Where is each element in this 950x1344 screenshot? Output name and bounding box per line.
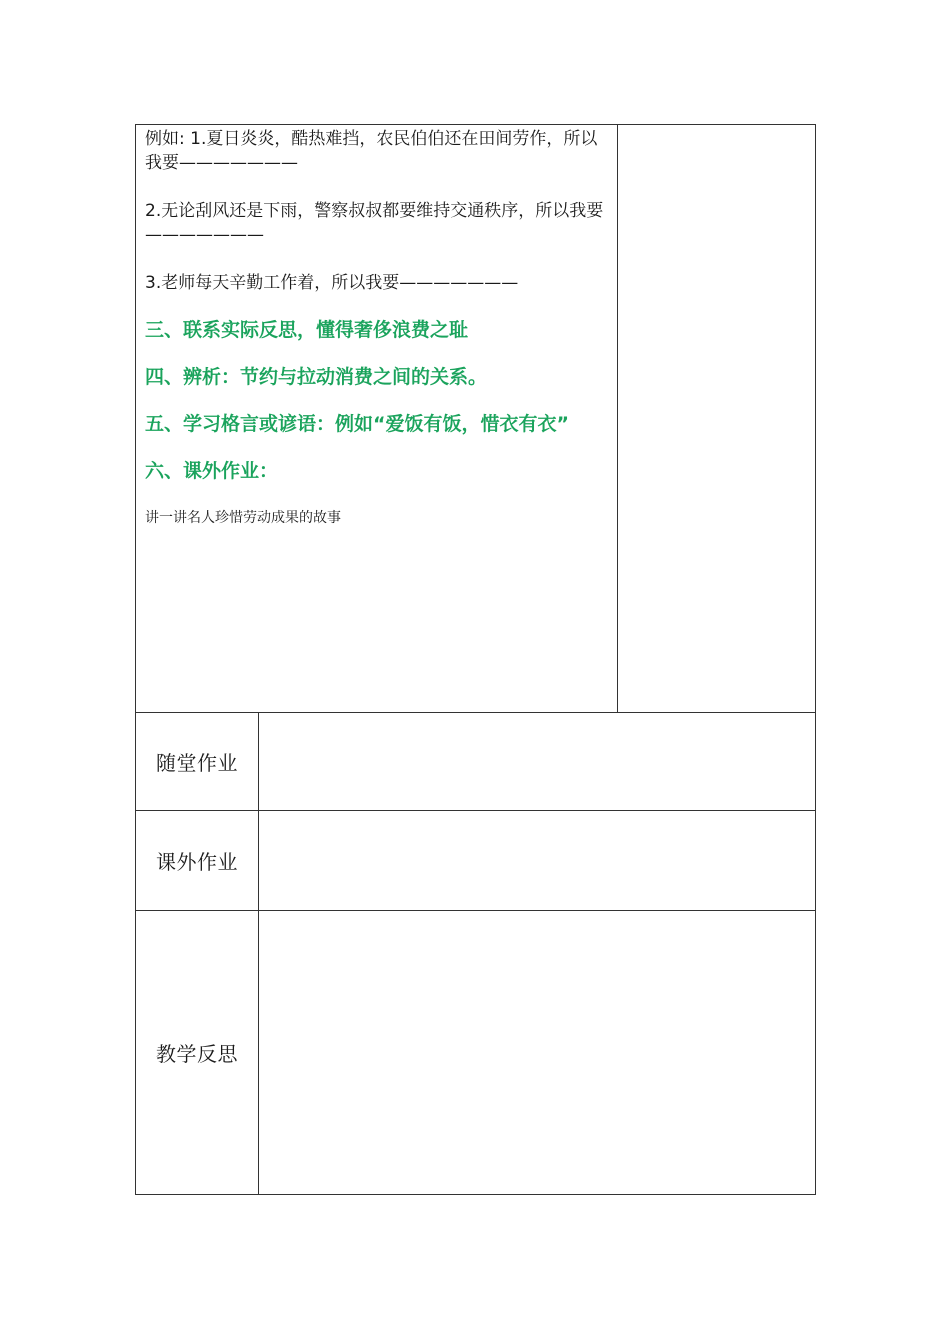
section-heading-5: 五、学习格言或谚语：例如“爱饭有饭，惜衣有衣” <box>145 413 569 435</box>
teaching-reflection-label-text: 教学反思 <box>156 1042 238 1066</box>
teaching-reflection-content <box>259 911 815 1194</box>
in-class-homework-content <box>259 713 815 811</box>
notes-cell <box>618 125 815 713</box>
example-2: 2.无论刮风还是下雨，警察叔叔都要维持交通秩序，所以我要——————— <box>145 201 604 245</box>
in-class-homework-label <box>136 713 259 811</box>
after-class-homework-label <box>136 811 259 911</box>
after-class-homework-content <box>259 811 815 911</box>
example-1: 例如: 1.夏日炎炎，酷热难挡，农民伯伯还在田间劳作，所以我要——————— <box>145 129 598 173</box>
section-heading-6: 六、课外作业： <box>145 460 279 482</box>
lesson-plan-table <box>135 124 816 1195</box>
section-heading-3: 三、联系实际反思，懂得奢侈浪费之耻 <box>145 319 469 341</box>
lesson-content-cell <box>136 125 618 713</box>
example-3: 3.老师每天辛勤工作着，所以我要——————— <box>145 273 519 293</box>
after-class-homework-label-text: 课外作业 <box>156 850 238 874</box>
teaching-reflection-label <box>136 911 259 1194</box>
homework-text: 讲一讲名人珍惜劳动成果的故事 <box>145 510 341 526</box>
in-class-homework-label-text: 随堂作业 <box>156 751 238 775</box>
section-heading-4: 四、辨析：节约与拉动消费之间的关系。 <box>145 366 488 388</box>
